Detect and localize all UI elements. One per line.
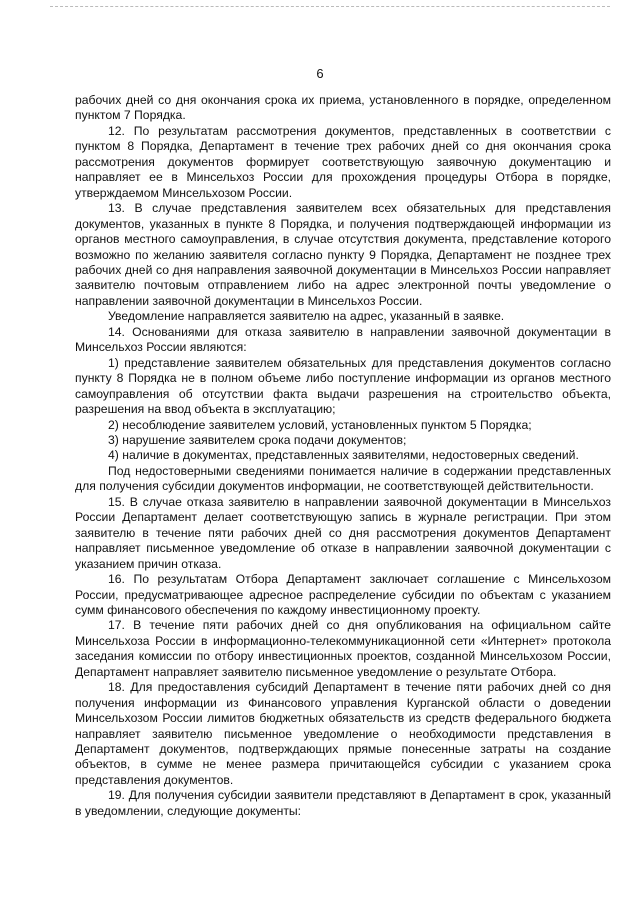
document-body bbox=[75, 93, 611, 819]
paragraph: 15. В случае отказа заявителю в направлении заявочной документации в Минсельхоз России Департамент делает соответствующую запись в журнале регистрации. При этом заявителю в течение пяти рабочих дней со дня рассмотрения документов Департамент направляет письменное уведомление об отказе в направлении заявочной документации с указанием причин отказа. bbox=[75, 494, 611, 571]
paragraph: Под недостоверными сведениями понимается наличие в содержании представленных для получения субсидии документов информации, не соответствующей действительности. bbox=[75, 463, 611, 494]
paragraph: Уведомление направляется заявителю на адрес, указанный в заявке. bbox=[108, 309, 505, 324]
paragraph: 18. Для предоставления субсидий Департамент в течение пяти рабочих дней со дня получения информации из Финансового управления Курганской области о доведении Минсельхозом России лимитов бюджетных обязательств из средств федерального бюджета направляет заявителю письменное уведомление о необходимости представления в Департамент документов, подтверждающих прямые понесенные затраты на создание объектов, в сумме не менее размера причитающейся субсидии с указанием срока представления документов. bbox=[75, 680, 611, 787]
paragraph: 3) нарушение заявителем срока подачи документов; bbox=[108, 432, 407, 447]
paragraph: 4) наличие в документах, представленных заявителями, недостоверных сведений. bbox=[108, 448, 579, 463]
page-number: 6 bbox=[316, 66, 324, 81]
paragraph: 12. По результатам рассмотрения документов, представленных в соответствии с пунктом 8 Порядка, Департамент в течение трех рабочих дней со дня окончания срока рассмотрения документов формирует соответствующую заявочную документацию и направляет ее в Минсельхоз России для прохождения процедуры Отбора в порядке, утверждаемом Минсельхозом России. bbox=[75, 123, 611, 200]
scan-artifact-line bbox=[50, 6, 610, 7]
paragraph: 13. В случае представления заявителем всех обязательных для представления документов, указанных в пункте 8 Порядка, и получения подтверждающей информации из органов местного самоуправления, в случае отсутствия документа, представление которого возможно по желанию заявителя согласно пункту 9 Порядка, Департамент не позднее трех рабочих дней со дня направления заявочной документации в Минсельхоз России направляет заявителю почтовым отправлением либо на адрес электронной почты уведомление о направлении заявочной документации в Минсельхоз России. bbox=[75, 201, 611, 308]
paragraph: 17. В течение пяти рабочих дней со дня опубликования на официальном сайте Минсельхоза России в информационно-телекоммуникационной сети «Интернет» протокола заседания комиссии по отбору инвестиционных проектов, созданной Минсельхозом России, Департамент направляет заявителю письменное уведомление о результате Отбора. bbox=[75, 618, 611, 679]
paragraph: 2) несоблюдение заявителем условий, установленных пунктом 5 Порядка; bbox=[108, 417, 532, 432]
paragraph: 14. Основаниями для отказа заявителю в направлении заявочной документации в Минсельхоз России являются: bbox=[75, 324, 611, 355]
paragraph: рабочих дней со дня окончания срока их приема, установленного в порядке, определенном пунктом 7 Порядка. bbox=[75, 93, 611, 123]
paragraph: 16. По результатам Отбора Департамент заключает соглашение с Минсельхозом России, предусматривающее адресное распределение субсидии по объектам с указанием сумм финансового обеспечения по каждому инвестиционному проекту. bbox=[75, 572, 611, 617]
paragraph: 19. Для получения субсидии заявители представляют в Департамент в срок, указанный в уведомлении, следующие документы: bbox=[75, 788, 611, 818]
paragraph: 1) представление заявителем обязательных для представления документов согласно пункту 8 Порядка не в полном объеме либо поступление информации из органов местного самоуправления об отсутствии факта выдачи разрешения на строительство объекта, разрешения на ввод объекта в эксплуатацию; bbox=[75, 355, 611, 417]
